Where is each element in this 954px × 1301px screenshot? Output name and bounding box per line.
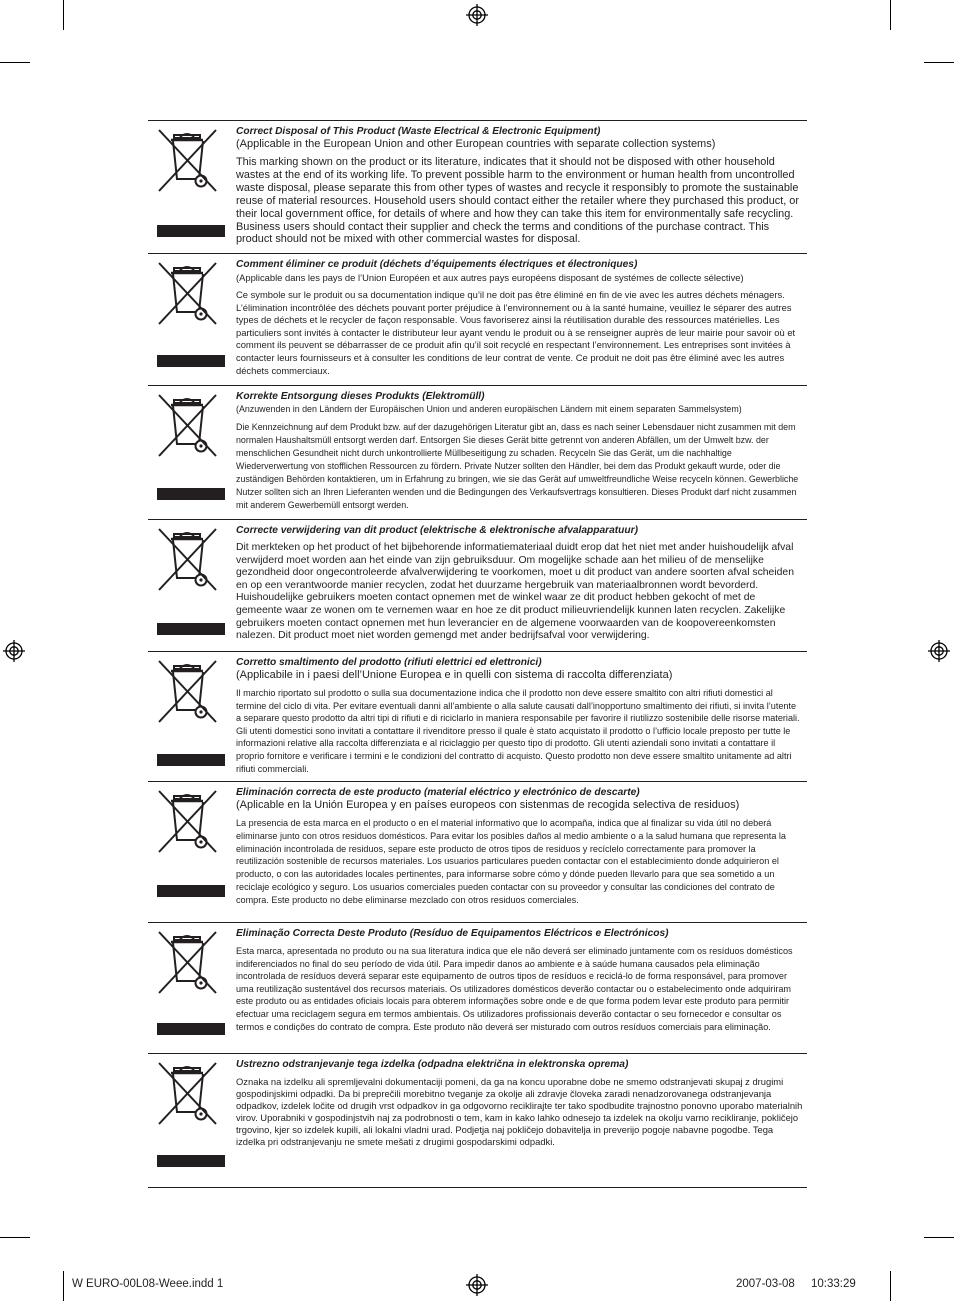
crossed-out-wheeled-bin-icon [154,658,222,724]
registration-mark-icon [466,1274,488,1296]
crossed-out-wheeled-bin-icon [154,788,222,854]
section-subtitle: (Applicabile in i paesi dell’Unione Europea e in quelli con sistema di raccolta differenziata) [236,669,673,681]
weee-bar [157,355,225,367]
disposal-section [148,386,807,520]
weee-bar [157,1155,225,1167]
crossed-out-wheeled-bin-icon [154,1060,222,1126]
weee-symbol [148,1054,228,1126]
crop-mark [63,1271,64,1301]
disposal-section [148,254,807,386]
section-text [236,125,803,246]
weee-bar [157,488,225,500]
registration-mark-icon [466,4,488,26]
weee-symbol [148,386,228,458]
crop-mark [890,0,891,30]
weee-symbol [148,782,228,854]
section-title: Ustrezno odstranjevanje tega izdelka (odpadna električna in elektronska oprema) [236,1059,629,1070]
weee-symbol [148,121,228,193]
section-title: Comment éliminer ce produit (déchets d’équipements électriques et électroniques) [236,259,638,270]
section-body: Il marchio riportato sul prodotto o sulla sua documentazione indica che il prodotto non deve essere smaltito con altri rifiuti domestici al termine del ciclo di vita. Per evitare eventuali danni all’ambiente o alla salute causati dall’inopportuno smaltimento dei rifiuti, si invita l’utente a separare questo prodotto da altri tipi di rifiuti e di riciclarlo in maniera responsabile per favorire il riutilizzo sostenibile delle risorse materiali. Gli utenti domestici sono invitati a contattare il rivenditore presso il quale è stato acquistato il prodotto o l’ufficio locale preposto per tutte le informazioni relative alla raccolta differenziata e al riciclaggio per questo tipo di prodotto. Gli utenti aziendali sono invitati a contattare il proprio fornitore e verificare i termini e le condizioni del contratto di acquisto. Questo prodotto non deve essere smaltito unitamente ad altri rifiuti commerciali. [236,688,800,774]
section-title: Korrekte Entsorgung dieses Produkts (Elektromüll) [236,391,485,402]
section-body: Oznaka na izdelku ali spremljevalni dokumentaciji pomeni, da ga na koncu uporabne dobe ne smemo odstranjevati skupaj z drugimi gospodinjskimi odpadki. Da bi preprečili morebitno tveganje za okolje ali zdravje človeka zaradi nenadzorovanega odstranjevanja odpadkov, izdelek ločite od drugih vrst odpadkov in ga odgovorno reciklirajte ter tako spodbudite trajnostno ponovno uporabo materialnih virov. Uporabniki v gospodinjstvih naj za podrobnosti o tem, kam in kako lahko odnesejo ta izdelek na okolju varno recikliranje, pokličejo trgovino, kjer so izdelek kupili, ali lokalni vladni urad. Podjetja naj pokličejo dobavitelja in preverijo pogoje nabavne pogodbe. Tega izdelka pri odstranjevanju ne smete mešati z drugimi gospodarskimi odpadki. [236,1076,803,1147]
crop-mark [0,1237,30,1238]
weee-symbol [148,520,228,592]
crossed-out-wheeled-bin-icon [154,526,222,592]
crossed-out-wheeled-bin-icon [154,260,222,326]
weee-bar [157,623,225,635]
crop-mark [924,62,954,63]
section-title: Correcte verwijdering van dit product (elektrische & elektronische afvalapparatuur) [236,525,638,536]
section-title: Correct Disposal of This Product (Waste Electrical & Electronic Equipment) [236,126,601,137]
section-title: Eliminación correcta de este producto (material eléctrico y electrónico de descarte) [236,787,640,798]
registration-mark-icon [3,640,25,662]
section-subtitle: (Aplicable en la Unión Europea y en países europeos con sistenmas de recogida selectiva de residuos) [236,799,740,811]
weee-symbol [148,923,228,995]
weee-bar [157,885,225,897]
disposal-section [148,1054,807,1188]
weee-symbol [148,254,228,326]
disposal-section [148,121,807,254]
section-text [236,786,803,907]
section-text [236,390,803,512]
disposal-section [148,923,807,1054]
section-text [236,1058,803,1148]
disposal-sections [148,120,807,1188]
weee-bar [157,225,225,237]
footer-date: 2007-03-08 [736,1278,795,1290]
footer-time: 10:33:29 [811,1278,856,1290]
crop-mark [0,62,30,63]
weee-bar [157,1023,225,1035]
section-body: Esta marca, apresentada no produto ou na sua literatura indica que ele não deverá ser eliminado juntamente com os resíduos domésticos indiferenciados no final do seu período de vida útil. Para impedir danos ao ambiente e à saúde humana causados pela eliminação incontrolada de resíduos deverá separar este equipamento de outros tipos de resíduos e reciclá-lo de forma responsável, para promover uma reutilização sustentável dos recursos materiais. Os utilizadores domésticos deverão contactar ou o estabelecimento onde adquiriram este produto ou as entidades oficiais locais para obterem informações sobre onde e de que forma podem levar este produto para permitir efectuar uma reciclagem segura em termos ambientais. Os utilizadores profissionais deverão contactar o seu fornecedor e consultar os termos e condições do contrato de compra. Este produto não deverá ser misturado com outros resíduos comerciais para eliminação. [236,946,793,1032]
section-subtitle: (Applicable in the European Union and other European countries with separate collection systems) [236,138,716,150]
crop-mark [924,1237,954,1238]
section-text [236,258,803,377]
section-body: Die Kennzeichnung auf dem Produkt bzw. auf der dazugehörigen Literatur gibt an, dass es nach seiner Lebensdauer nicht zusammen mit dem normalen Haushaltsmüll entsorgt werden darf. Entsorgen Sie dieses Gerät bitte getrennt von anderen Abfällen, um der Umwelt bzw. der menschlichen Gesundheit nicht durch unkontrollierte Müllbeseitigung zu schaden. Recyceln Sie das Gerät, um die nachhaltige Wiederverwertung von stofflichen Ressourcen zu fördern. Private Nutzer sollten den Händler, bei dem das Produkt gekauft wurde, oder die zuständigen Behörden kontaktieren, um in Erfahrung zu bringen, wie sie das Gerät auf umweltfreundliche Weise recyceln können. Gewerbliche Nutzer sollten sich an Ihren Lieferanten wenden und die Bedingungen des Verkaufsvertrags konsultieren. Dieses Produkt darf nicht zusammen mit anderem Gewerbemüll entsorgt werden. [236,422,799,510]
weee-symbol [148,652,228,724]
registration-mark-icon [928,640,950,662]
section-subtitle: (Applicable dans les pays de l’Union Européen et aux autres pays européens disposant de systémes de collecte sélective) [236,272,744,283]
crossed-out-wheeled-bin-icon [154,127,222,193]
section-text [236,524,803,643]
section-subtitle: (Anzuwenden in den Ländern der Europäischen Union und anderen europäischen Ländern mit einem separaten Sammelsystem) [236,404,742,414]
section-text [236,927,803,1033]
section-title: Corretto smaltimento del prodotto (rifiuti elettrici ed elettronici) [236,657,542,668]
disposal-section [148,652,807,782]
section-body: This marking shown on the product or its literature, indicates that it should not be disposed with other household wastes at the end of its working life. To prevent possible harm to the environment or human health from uncontrolled waste disposal, please separate this from other types of wastes and recycle it responsibly to promote the sustainable reuse of material resources. Household users should contact either the retailer where they purchased this product, or their local government office, for details of where and how they can take this item for environmentally safe recycling. Business users should contact their supplier and check the terms and conditions of the purchase contract. This product should not be mixed with other commercial wastes for disposal. [236,156,799,246]
section-body: Ce symbole sur le produit ou sa documentation indique qu’il ne doit pas être éliminé en fin de vie avec les autres déchets ménagers. L’élimination incontrôlée des déchets pouvant porter préjudice à l’environnement ou à la santé humaine, veuillez le séparer des autres types de déchets et le recycler de façon responsable. Vous favoriserez ainsi la réutilisation durable des ressources matérielles. Les particuliers sont invités à contacter le distributeur leur ayant vendu le produit ou à se renseigner auprès de leur mairie pour savoir où et comment ils peuvent se débarrasser de ce produit afin qu’il soit recyclé en respectant l’environnement. Les entreprises sont invitées à contacter leurs fournisseurs et à consulter les conditions de leur contrat de vente. Ce produit ne doit pas être éliminé avec les autres déchets commerciaux. [236,289,796,376]
crossed-out-wheeled-bin-icon [154,392,222,458]
crop-mark [63,0,64,30]
weee-bar [157,754,225,766]
section-text [236,656,803,775]
section-body: La presencia de esta marca en el producto o en el material informativo que lo acompaña, indica que al finalizar su vida útil no deberá eliminarse junto con otros residuos domésticos. Para evitar los posibles daños al medio ambiente o a la salud humana que representa la eliminación incontrolada de residuos, separe este producto de otros tipos de residuos y recíclelo correctamente para promover la reutilización sostenible de recursos materiales. Los usuarios particulares pueden contactar con el establecimiento donde adquirieron el producto, o con las autoridades locales pertinentes, para informarse sobre cómo y dónde pueden llevarlo para que sea sometido a un reciclaje ecológico y seguro. Los usuarios comerciales pueden contactar con su proveedor y consultar las condiciones del contrato de compra. Este producto no debe eliminarse mezclado con otros residuos comerciales. [236,818,786,905]
section-title: Eliminação Correcta Deste Produto (Resíduo de Equipamentos Eléctricos e Electrónicos) [236,928,669,939]
crop-mark [890,1271,891,1301]
disposal-section [148,782,807,923]
footer-filename: W EURO-00L08-Weee.indd 1 [72,1278,224,1290]
crossed-out-wheeled-bin-icon [154,929,222,995]
disposal-section [148,520,807,652]
section-body: Dit merkteken op het product of het bijbehorende informatiemateriaal duidt erop dat het niet met ander huishoudelijk afval verwijderd moet worden aan het einde van zijn gebruiksduur. Om mogelijke schade aan het milieu of de menselijke gezondheid door ongecontroleerde afvalverwijdering te voorkomen, moet u dit product van andere soorten afval scheiden en op een verantwoorde manier recyclen, zodat het duurzame hergebruik van materiaalbronnen wordt bevorderd. Huishoudelijke gebruikers moeten contact opnemen met de winkel waar ze dit product hebben gekocht of met de gemeente waar ze wonen om te vernemen waar en hoe ze dit product milieuvriendelijk kunnen laten recyclen. Zakelijke gebruikers moeten contact opnemen met hun leverancier en de algemene voorwaarden van de koopovereenkomsten nalezen. Dit product moet niet worden gemengd met ander bedrijfsafval voor verwijdering. [236,542,794,642]
